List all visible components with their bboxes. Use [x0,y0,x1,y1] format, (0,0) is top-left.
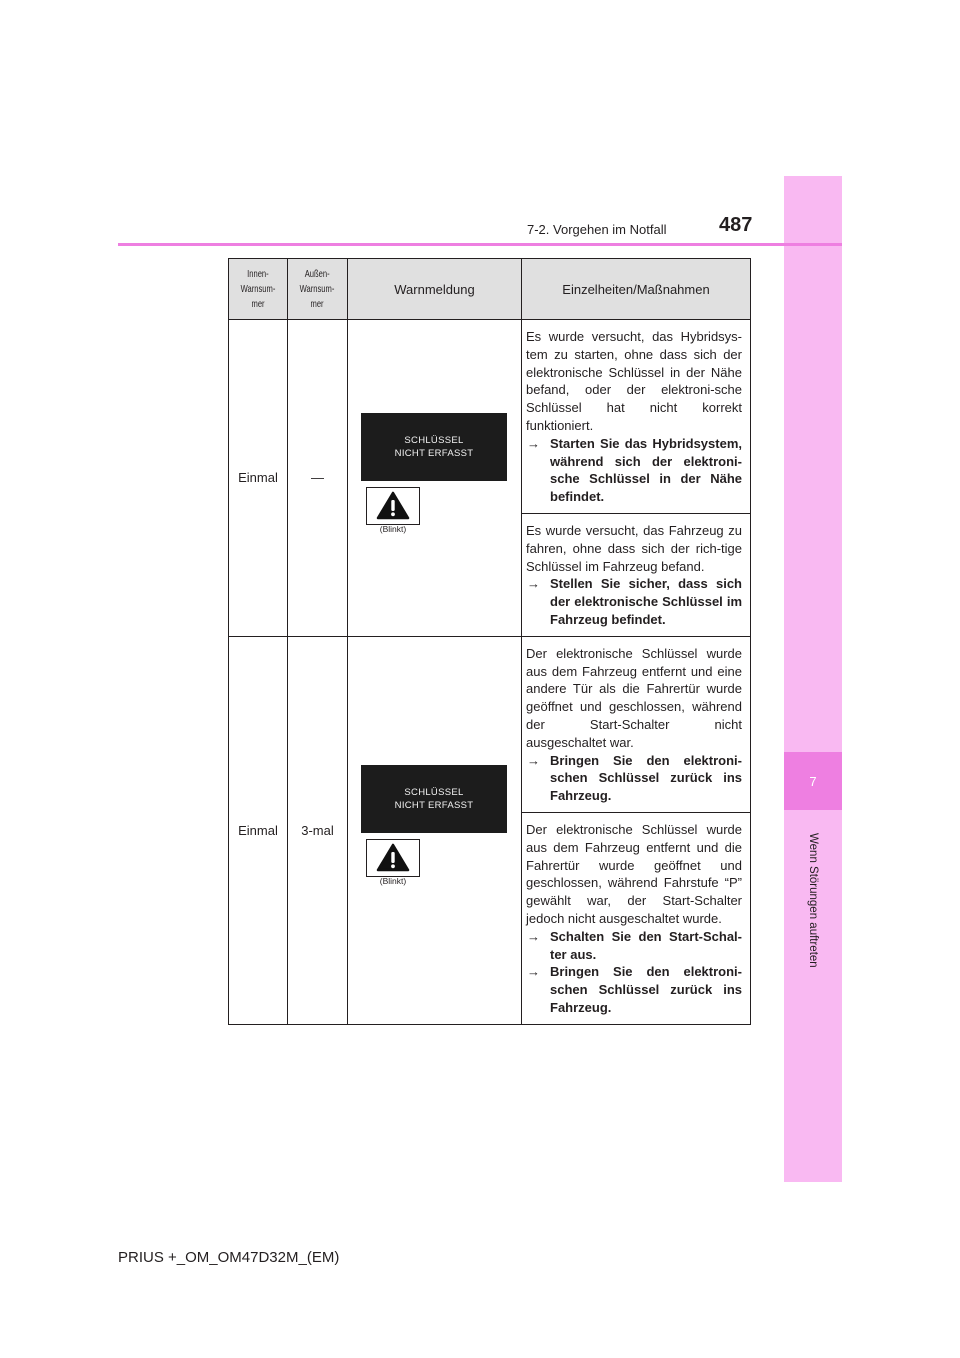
action-item: → Bringen Sie den elektroni-schen Schlüssel zurück ins Fahrzeug. [527,964,742,1015]
header-details: Einzelheiten/Maßnahmen [522,259,751,320]
header-inner-buzzer: Innen- Warnsum- mer [229,259,288,320]
arrow-icon: → [527,435,540,451]
section-title: 7-2. Vorgehen im Notfall [527,222,667,237]
header-warning-message: Warnmeldung [348,259,522,320]
blink-note: (Blinkt) [379,876,407,887]
chapter-number: 7 [784,752,842,810]
outer-buzzer-cell: 3-mal [288,636,348,1024]
arrow-icon: → [527,928,540,944]
chapter-title [784,820,842,980]
arrow-icon: → [527,752,540,768]
chapter-side-tab [784,176,842,1182]
arrow-icon: → [527,576,540,592]
inner-buzzer-cell: Einmal [229,320,288,637]
warning-message-cell [348,320,522,637]
details-text: Es wurde versucht, das Hybridsys-tem zu starten, ohne dass sich der elektronische Schlüssel in der Nähe befand, oder der elektroni-sche Schlüssel hat nicht korrekt funktioniert. [526,329,742,433]
page-number: 487 [719,214,753,236]
display-message: SCHLÜSSEL NICHT ERFASST [361,413,507,481]
details-text: Es wurde versucht, das Fahrzeug zu fahren, ohne dass sich der rich-tige Schlüssel im Fahrzeug befand. [526,522,742,574]
action-item: → Stellen Sie sicher, dass sich der elektronische Schlüssel im Fahrzeug befindet. [527,576,742,627]
details-cell [522,320,751,514]
action-item: → Bringen Sie den elektroni-schen Schlüssel zurück ins Fahrzeug. [527,752,742,804]
chapter-title-text: Wenn Störungen auftreten [807,832,819,968]
table-row [229,636,751,812]
header-outer-buzzer: Außen- Warnsum- mer [288,259,348,320]
warning-message-cell [348,636,522,1024]
warning-triangle-icon [366,839,420,877]
arrow-icon: → [527,964,540,980]
inner-buzzer-cell: Einmal [229,636,288,1024]
details-cell [522,812,751,1024]
outer-buzzer-cell: — [288,320,348,637]
action-item: → Schalten Sie den Start-Schal-ter aus. [527,928,742,962]
table-row [229,320,751,514]
details-cell [522,513,751,636]
warning-triangle-icon [366,487,420,525]
details-cell [522,636,751,812]
details-text: Der elektronische Schlüssel wurde aus dem Fahrzeug entfernt und eine andere Tür als die Fahrertür wurde geöffnet und geschlossen, während der Start-Schalter nicht ausgeschaltet war. [526,645,742,750]
display-message: SCHLÜSSEL NICHT ERFASST [361,765,507,833]
action-item: → Starten Sie das Hybridsystem, während sich der elektroni-sche Schlüssel in der Nähe befindet. [527,435,742,505]
warning-table [228,258,751,1025]
header-rule [118,243,842,246]
table-header-row [229,259,751,320]
document-code: PRIUS +_OM_OM47D32M_(EM) [118,1249,340,1266]
blink-note: (Blinkt) [379,523,407,534]
details-text: Der elektronische Schlüssel wurde aus dem Fahrzeug entfernt und die Fahrertür wurde geöffnet und geschlossen, während Fahrstufe “P” gewählt war, der Start-Schalter jedoch nicht ausgeschaltet wurde. [526,821,742,926]
